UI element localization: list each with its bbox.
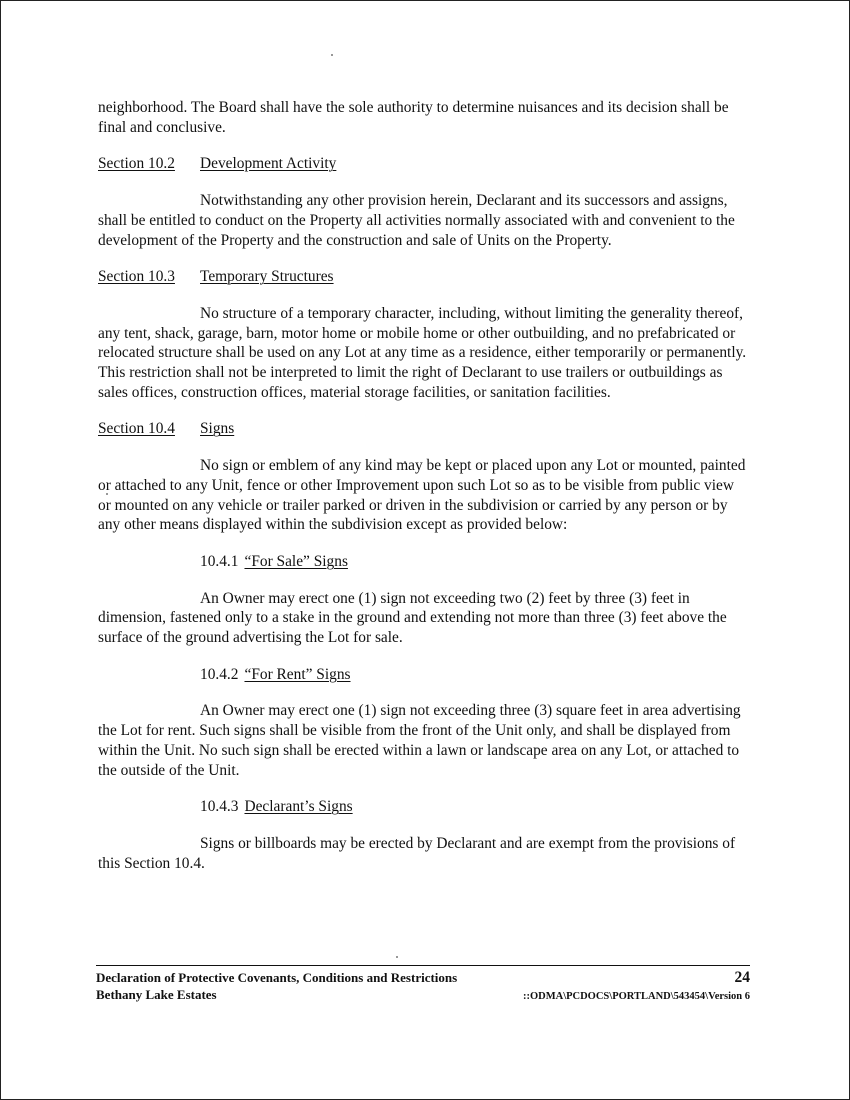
section-body-10-2: Notwithstanding any other provision herein, Declarant and its successors and assigns, shall be entitled to conduct on the Property all activities normally associated with and convenient to the development of the Property and the construction and sale of Units on the Property. (98, 192, 735, 249)
footer-project-name: Bethany Lake Estates (96, 987, 217, 1002)
subsection-heading-10-4-1 (200, 552, 750, 572)
section-title: Signs (200, 420, 235, 438)
page-footer (96, 965, 750, 1003)
subsection-number: 10.4.2 (200, 665, 239, 683)
subsection-heading-10-4-2 (200, 665, 750, 685)
footer-doc-title: Declaration of Protective Covenants, Conditions and Restrictions (96, 970, 458, 985)
section-number: Section 10.2 (98, 155, 175, 173)
subsection-title: “For Rent” Signs (244, 665, 351, 683)
section-heading-10-2 (98, 154, 750, 174)
subsection-number: 10.4.1 (200, 552, 239, 570)
section-heading-10-4 (98, 419, 750, 439)
subsection-body-10-4-1: An Owner may erect one (1) sign not exceeding two (2) feet by three (3) feet in dimension, fastened only to a stake in the ground and extending not more than three (3) feet above the surface of the ground advertising the Lot for sale. (98, 589, 727, 647)
document-body (98, 98, 750, 890)
section-heading-10-3 (98, 267, 750, 287)
section-number: Section 10.4 (98, 420, 175, 438)
scan-speck (396, 956, 398, 958)
section-title: Development Activity (200, 155, 337, 173)
section-body-10-3: No structure of a temporary character, including, without limiting the generality thereof, any tent, shack, garage, barn, motor home or mobile home or other outbuilding, and no prefabricated or relocated structure shall be used on any Lot at any time as a residence, either temporarily or permanently. This restriction shall not be interpreted to limit the right of Declarant to use trailers or outbuildings as sales offices, construction offices, material storage facilities, or sanitation facilities. (98, 304, 747, 401)
subsection-body-10-4-2: An Owner may erect one (1) sign not exceeding three (3) square feet in area advertising the Lot for rent. Such signs shall be visible from the front of the Unit only, and shall be displayed from within the Unit. No such sign shall be erected within a lawn or landscape area on any Lot, or attached to the outside of the Unit. (98, 702, 741, 779)
scan-speck (331, 54, 333, 56)
subsection-body-10-4-3: Signs or billboards may be erected by Declarant and are exempt from the provisions of this Section 10.4. (98, 834, 736, 872)
section-number: Section 10.3 (98, 268, 175, 286)
footer-doc-id: ::ODMA\PCDOCS\PORTLAND\543454\Version 6 (522, 991, 750, 1002)
section-title: Temporary Structures (200, 268, 334, 286)
section-body-10-4: No sign or emblem of any kind may be kept or placed upon any Lot or mounted, painted or attached to any Unit, fence or other Improvement upon such Lot so as to be visible from public view or mounted on any vehicle or trailer parked or driven in the subdivision or carried by any person or by any other means displayed within the subdivision except as provided below: (98, 457, 746, 534)
subsection-title: Declarant’s Signs (244, 798, 353, 816)
subsection-heading-10-4-3 (200, 797, 750, 817)
subsection-title: “For Sale” Signs (244, 552, 348, 570)
intro-paragraph: neighborhood. The Board shall have the sole authority to determine nuisances and its decision shall be final and conclusive. (98, 99, 729, 136)
page-number: 24 (734, 969, 750, 986)
subsection-number: 10.4.3 (200, 798, 239, 816)
